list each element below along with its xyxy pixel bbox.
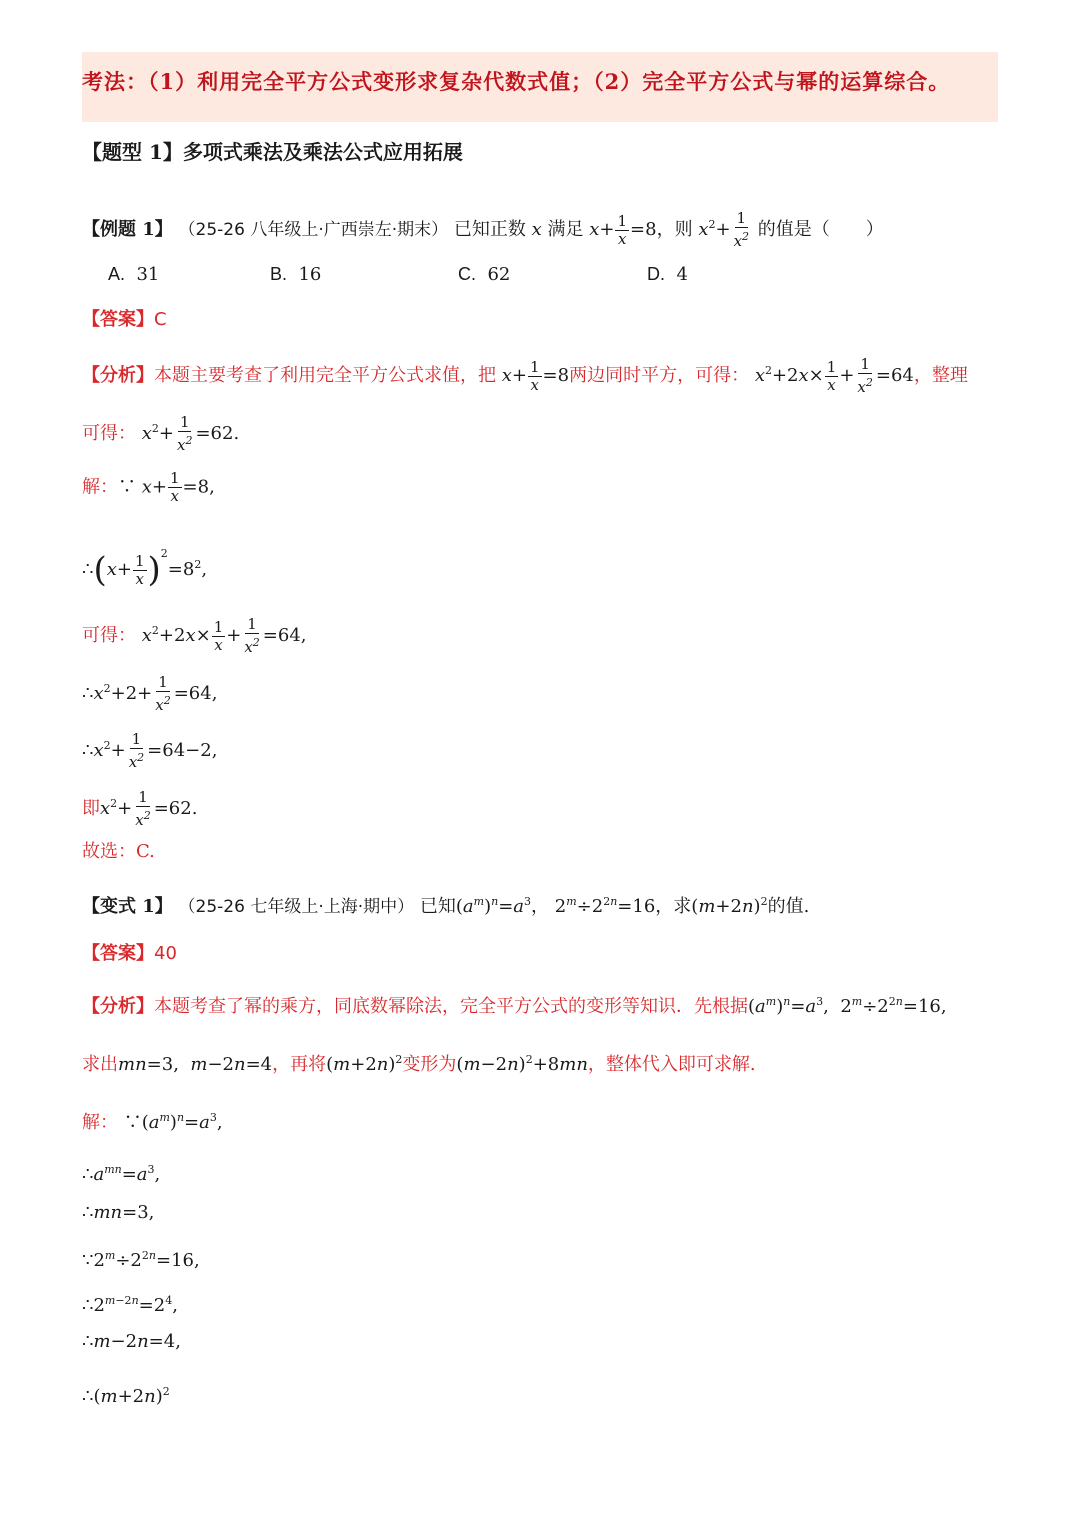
example1-analysis: 【分析】本题主要考查了利用完全平方公式求值，把 x+ $\frac{1}{x}$ =8两边同时平方，可得： $x^2+2x\times$ $\frac{1}{x}$ + $\frac{1}{x^2}$ =64，整理 xyxy=(82,355,968,396)
example1-choose: 故选：C. xyxy=(82,841,155,862)
solution-step-1: 解：∵ x+ $\frac{1}{x}$ =8, xyxy=(82,469,215,505)
example1-source: （25-26 八年级上·广西崇左·期末） xyxy=(178,220,449,240)
method-text: 考法：（1）利用完全平方公式变形求复杂代数式值；（2）完全平方公式与幂的运算综合。 xyxy=(82,69,951,94)
solution-step-3: 可得： $x^2+2x\times$ $\frac{1}{x}$ + $\frac{1}{x^2}$ =64, xyxy=(82,615,307,656)
example1-answer: 【答案】C xyxy=(82,309,167,330)
solution-step-2: ∴(x+ $\frac{1}{x}$ )$^2=8^2$, xyxy=(82,547,208,590)
variant1-analysis-cont: 求出mn=3, m−2n=4，再将$(m+2n)^2$变形为$(m-2n)^2+8mn$，整体代入即可求解. xyxy=(82,1053,756,1075)
variant1-step-7: $\therefore(m+2n)^2$ xyxy=(82,1385,170,1407)
variant1-step-4: $\because 2^m\div 2^{2n}=16$, xyxy=(82,1249,200,1271)
variant1-step-2: $\therefore a^{mn}=a^3$, xyxy=(82,1163,161,1185)
variant1-step-3: ∴mn=3, xyxy=(82,1202,155,1223)
formula-condition: x+ $\frac{1}{x}$ =8 xyxy=(589,211,657,248)
variant1-step-1: 解： $\because(a^m)^n=a^3$, xyxy=(82,1111,223,1133)
variant1-step-6: ∴m−2n=4, xyxy=(82,1331,181,1352)
option-a: A. 31 xyxy=(108,264,160,285)
method-banner xyxy=(82,52,998,122)
example1-analysis-cont: 可得： $x^2+$ $\frac{1}{x^2}$ =62. xyxy=(82,413,240,454)
solution-step-5: $\therefore x^2+$ $\frac{1}{x^2}$ =64−2, xyxy=(82,730,218,771)
var-x: x xyxy=(531,219,542,240)
example1-stem-d: 的值是（ ） xyxy=(757,219,884,240)
variant1-answer: 【答案】40 xyxy=(82,943,177,964)
example1-stem xyxy=(82,210,884,250)
option-d: D. 4 xyxy=(647,264,688,285)
option-c: C. 62 xyxy=(458,264,511,285)
solution-step-4: $\therefore x^2+2+$ $\frac{1}{x^2}$ =64, xyxy=(82,673,218,714)
variant1-step-5: $\therefore 2^{m-2n}=2^4$, xyxy=(82,1294,178,1316)
example1-stem-b: 满足 xyxy=(547,219,584,240)
section-title: 【题型 1】多项式乘法及乘法公式应用拓展 xyxy=(82,140,463,164)
example1-stem-a: 已知正数 xyxy=(453,219,526,240)
formula-target: $x^2+$ $\frac{1}{x^2}$ xyxy=(698,209,750,250)
example1-tag: 【例题 1】 xyxy=(82,219,173,240)
solution-step-6: 即$x^2+$ $\frac{1}{x^2}$ =62. xyxy=(82,788,198,829)
option-b: B. 16 xyxy=(270,264,322,285)
example1-stem-c: ，则 xyxy=(656,219,693,240)
variant1-analysis: 【分析】本题考查了幂的乘方，同底数幂除法，完全平方公式的变形等知识．先根据$(a^m)^n=a^3$, $2^m\div 2^{2n}=16$, xyxy=(82,995,947,1017)
variant1-stem: 【变式 1】 （25-26 七年级上·上海·期中） 已知$(a^m)^n=a^3$， $2^m\div 2^{2n}=16$，求$(m+2n)^2$的值. xyxy=(82,895,810,917)
